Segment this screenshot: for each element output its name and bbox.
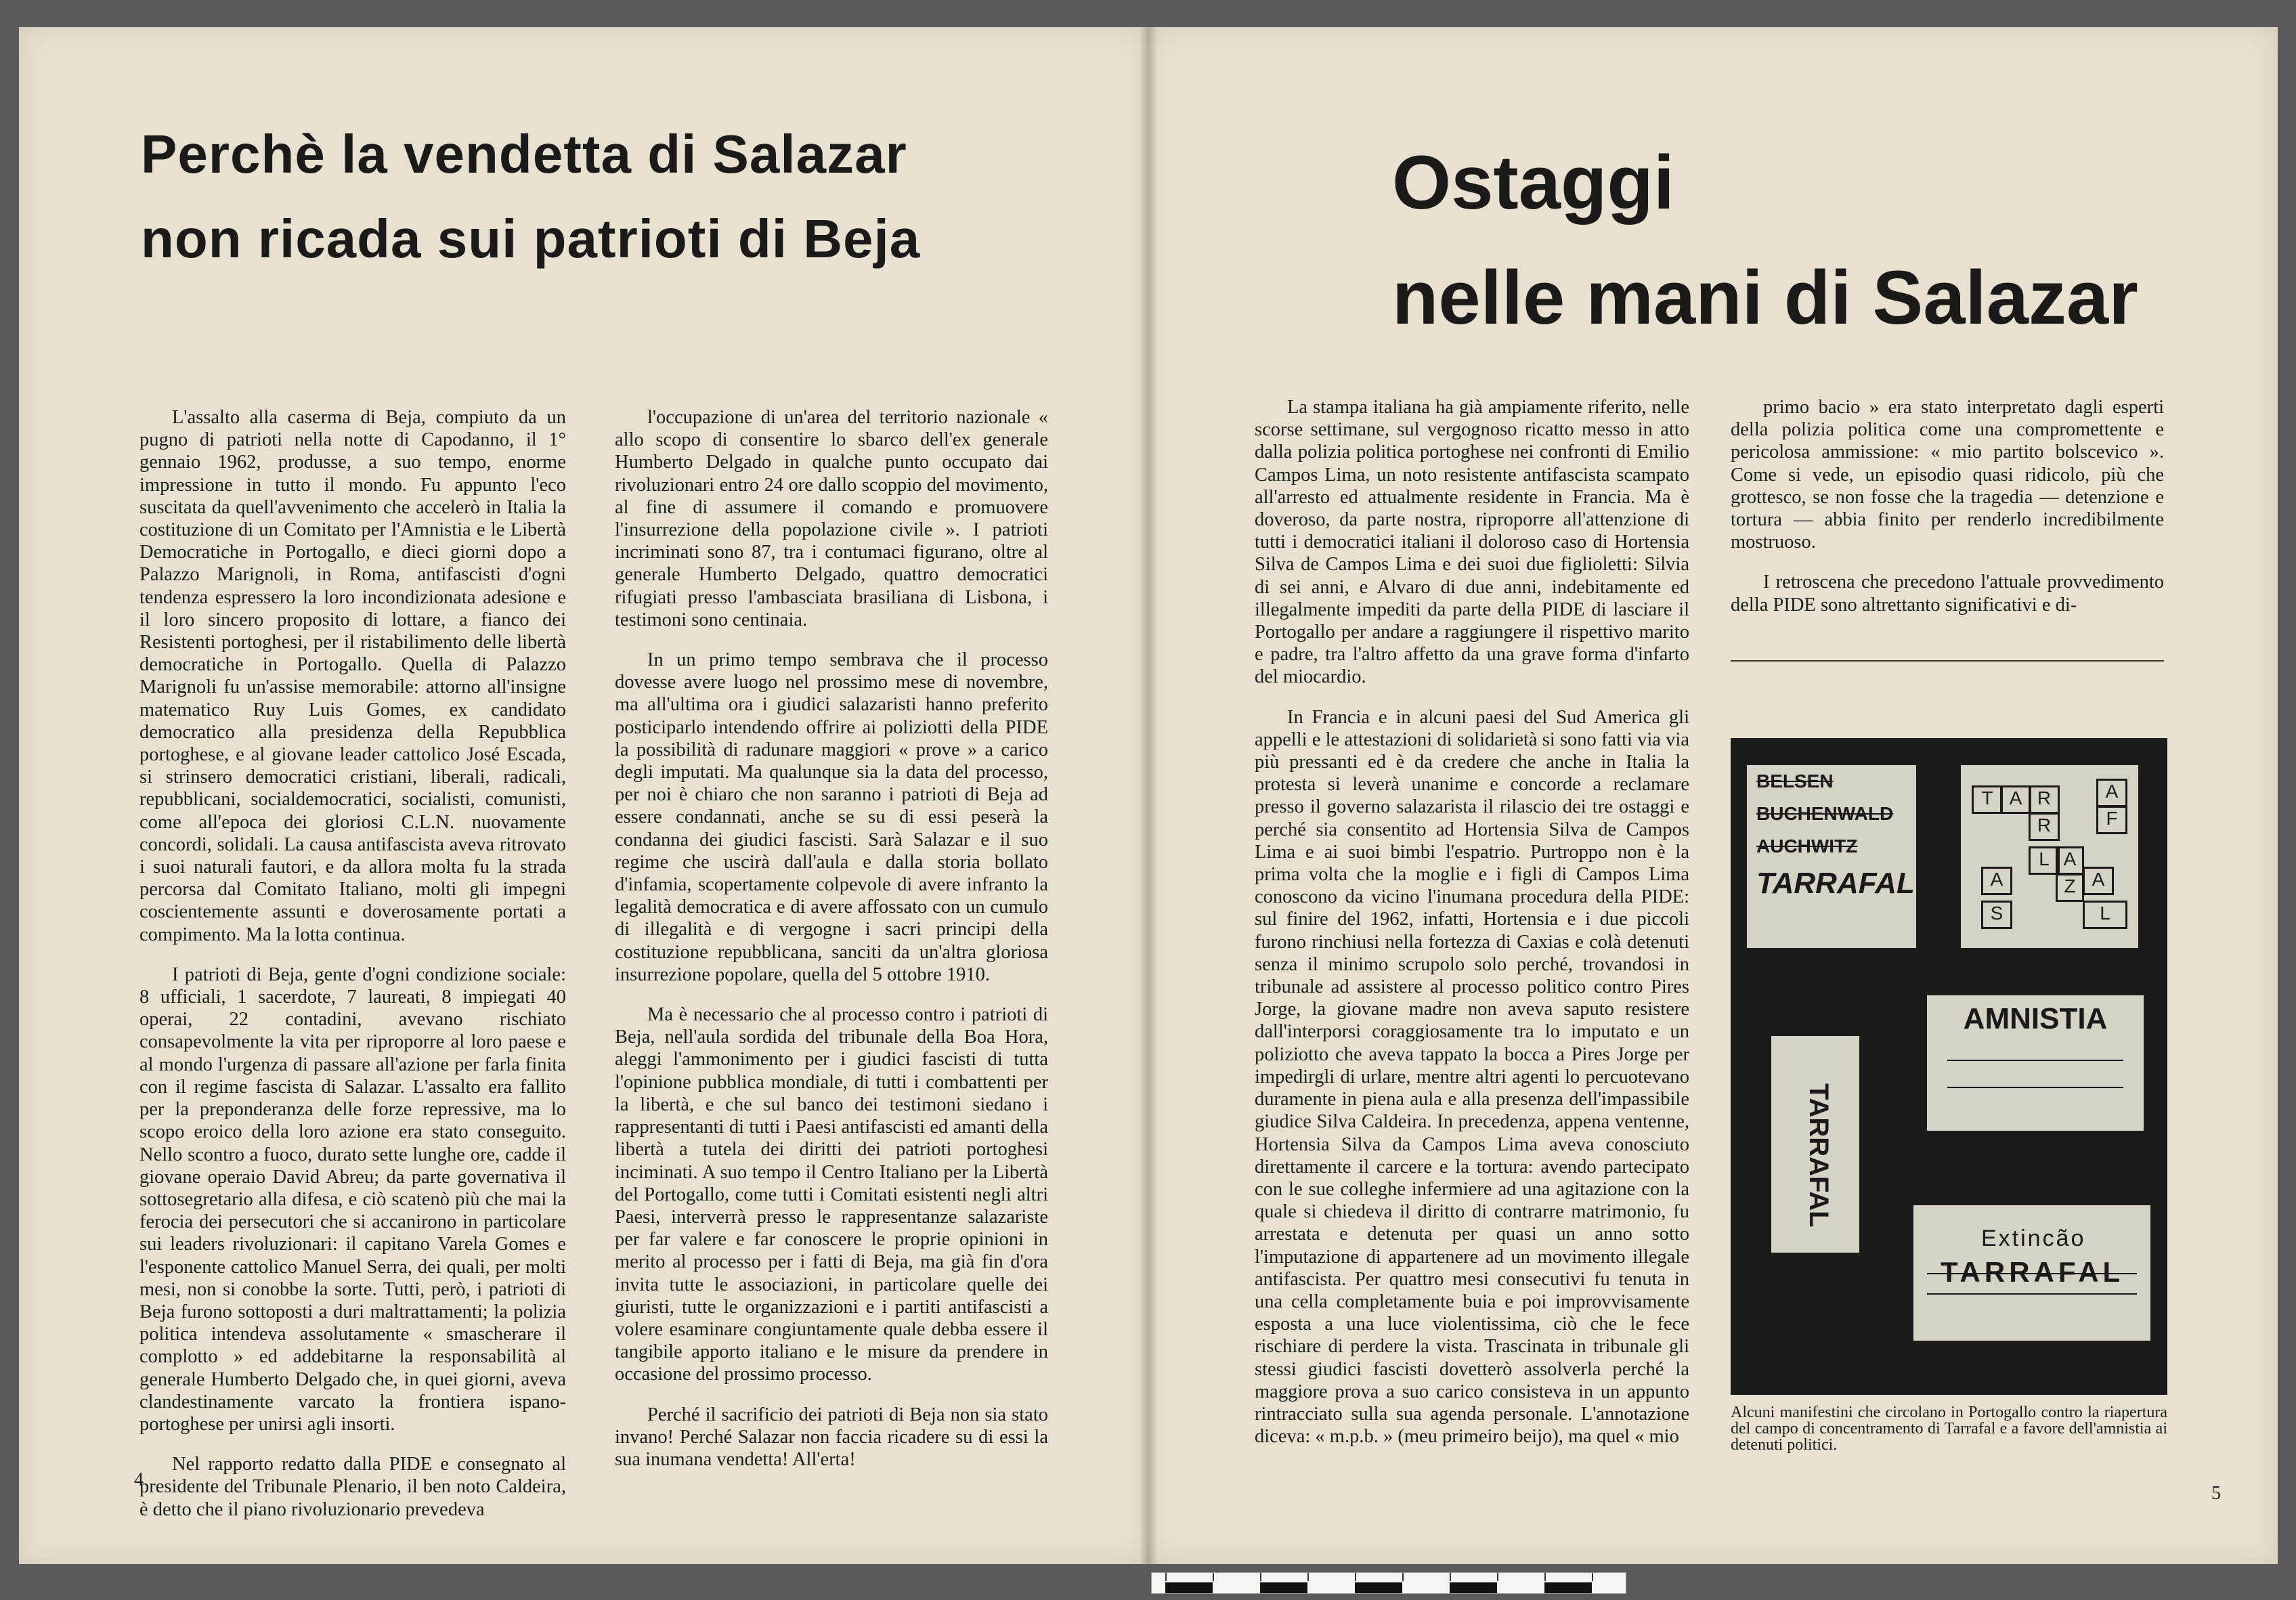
scale-ruler	[1151, 1572, 1626, 1594]
ruler-block	[1260, 1582, 1307, 1593]
leaflet-extincao-word: Extincão	[1981, 1226, 2086, 1251]
leaflet-amnistia	[1927, 995, 2144, 1131]
right-page	[1148, 27, 2278, 1564]
ruler-tick	[1355, 1573, 1356, 1581]
prison-bars-drawing	[1947, 1060, 2123, 1061]
ruler-tick	[1260, 1573, 1261, 1581]
maze-letter: F	[2096, 806, 2127, 834]
maze-letter: R	[2029, 785, 2060, 814]
photo-caption: Alcuni manifestini che circolano in Portogallo contro la riapertura del campo di concentramento di Tarrafal e a favore dell'amnistia ai detenuti politici.	[1731, 1404, 2167, 1454]
leaflet-tarrafal-camps	[1747, 765, 1916, 948]
paragraph: primo bacio » era stato interpretato dagli esperti della polizia politica come una compromettente e pericolosa ammissione: « mio partito bolscevico ». Come si vede, un episodio quasi ridicolo, più che grottesco, se non fosse che la tragedia — detenzione e tortura — abbia finito per renderlo incredibilmente mostruoso.	[1731, 397, 2164, 553]
paragraph: L'assalto alla caserma di Beja, compiuto da un pugno di patrioti nella notte di Capodanno, il 1° gennaio 1962, produsse, a suo tempo, enorme impressione in tutto il mondo. Fu appunto l'eco suscitata da quell'avvenimento che accelerò in Italia la costituzione di un Comitato per l'Amnistia e le Libertà Democratiche in Portogallo, e dieci giorni dopo a Palazzo Marignoli, in Roma, antifascisti d'ogni tendenza espressero la loro incondizionata adesione e il loro sincero proposito di lottare, a fianco dei Resistenti portoghesi, per il ristabilimento delle libertà democratiche in Portogallo. Quella di Palazzo Marignoli fu un'assise memorabile: attorno all'insigne matematico Ruy Luis Gomes, ex candidato democratico alla presidenza della Repubblica portoghese, e al giovane leader cattolico José Escada, si strinsero democratici cristiani, liberali, radicali, repubblicani, socialdemocratici, socialisti, comunisti, come all'epoca dei gloriosi C.L.N. nuovamente concordi, solidali. La causa antifascista aveva ritrovato i suoi naturali fautori, e da allora molta fu la strada percorsa dal Comitato Italiano, molti gli impegni coscientemente assunti e doverosamente portati a compimento. Ma la lotta continua.	[139, 407, 566, 945]
maze-letter: S	[1981, 901, 2012, 929]
maze-letter: L	[2083, 901, 2127, 929]
paragraph: In Francia e in alcuni paesi del Sud America gli appelli e le attestazioni di solidarietà si sono fatti via via più pressanti ed è da credere che anche in Italia la protesta si leverà unanime e concorde a reclamare presso il governo salazarista il rilascio dei tre ostaggi e perché sia consentito ad Hortensia Silva de Campos Lima e ai suoi bimbi l'espatrio. Purtroppo non è la prima volta che la moglie e i figli di Campos Lima conoscono da vicino l'inumana procedura della PIDE: sul finire del 1962, infatti, Hortensia e i due piccoli furono rinchiusi nella fortezza di Caxias e colà detenuti senza il minimo scrupolo solo perché, trovandosi in tribunale ad assistere al processo politico contro Pires Jorge, la giovane madre non aveva saputo resistere dall'interporsi coraggiosamente tra lo imputato e un poliziotto che aveva tappato la bocca a Pires Jorge per impedirgli di urlare, mentre altri agenti lo percuotevano duramente in piena aula e alla presenza dell'impassibile giudice Silva Caldeira. In precedenza, appena ventenne, Hortensia Silva da Campos Lima aveva conosciuto direttamente il carcere e la tortura: avendo partecipato con le sue colleghe infermiere ad una agitazione con la quale si chiedeva il diritto di contrarre matrimonio, fu arrestata e detenuta per quasi un anno sotto l'imputazione di appartenere ad un movimento illegale antifascista. Per quattro mesi consecutivi fu tenuta in una cella completamente buia e poi improvvisamente esposta a una luce violentissima, ciò che le fece rischiare di perdere la vista. Trascinata in tribunale gli stessi giudici fascisti dovetterò assolverla perché la maggiore prova a suo carico consisteva in un appunto rintracciato sulla sua agenda personale. L'annotazione diceva: « m.p.b. » (meu primeiro beijo), ma quel « mio	[1255, 706, 1689, 1448]
maze-letter: A	[2096, 779, 2127, 807]
ruler-block	[1544, 1582, 1592, 1593]
maze-letter: A	[2056, 846, 2084, 875]
left-title-line-2: non ricada sui patrioti di Beja	[141, 209, 921, 269]
right-title-line-2: nelle mani di Salazar	[1392, 255, 2138, 340]
book-gutter	[1140, 27, 1157, 1564]
paragraph: I retroscena che precedono l'attuale provvedimento della PIDE sono altrettanto significativi e di-	[1731, 571, 2164, 615]
paragraph: La stampa italiana ha già ampiamente riferito, nelle scorse settimane, sul vergognoso ricatto messo in atto dalla polizia politica portoghese nei confronti di Emilio Campos Lima, un noto resistente antifascista scampato all'arresto ed attualmente residente in Francia. Ma è doveroso, da parte nostra, riproporre all'attenzione di tutti i democratici italiani il doloroso caso di Hortensia Silva de Campos Lima e dei suoi due figlioletti: Silvia di sei anni, e Alvaro di due anni, indebitamente ed illegalmente impediti da parte della PIDE di lasciare il Portogallo per andare a raggiungere il rispettivo marito e padre, tra l'altro affetto da una grave forma d'infarto del miocardio.	[1255, 397, 1689, 688]
leaflet-struck-word: BUCHENWALD	[1756, 803, 1894, 824]
magazine-spread	[19, 27, 2278, 1564]
ruler-block	[1165, 1582, 1213, 1593]
ruler-tick	[1165, 1573, 1167, 1581]
maze-letter: L	[2029, 846, 2060, 875]
left-column-2	[615, 406, 1048, 1488]
maze-letter: T	[1972, 785, 2003, 814]
maze-letter: A	[2000, 785, 2031, 814]
leaflet-map-tarrafal	[1771, 1036, 1859, 1253]
right-article-title	[1392, 125, 2245, 355]
right-column-1	[1255, 396, 1689, 1465]
ruler-block	[1355, 1582, 1402, 1593]
paragraph: In un primo tempo sembrava che il processo dovesse avere luogo nel prossimo mese di novembre, ma all'ultima ora i giudici salazaristi hanno preferito posticiparlo intendendo offrire ai poliziotti della PIDE la possibilità di radunare maggiori « prove » a carico degli imputati. Ma qualunque sia la data del processo, per noi è chiaro che non saranno i patrioti di Beja ad essere condannati, anche se su di essi peserà la condanna dei giudici fascisti. Sarà Salazar e il suo regime che uscirà dall'aula e dalla storia bollato d'infamia, scopertamente colpevole di avere infranto la legalità democratica e di avere affossato con un cumulo di illegalità e di vergogne i sacri principi della costituzione repubblicana, sanciti da un'altra gloriosa insurrezione popolare, quella del 5 ottobre 1910.	[615, 649, 1048, 985]
left-column-1	[139, 406, 566, 1538]
ruler-tick	[1592, 1573, 1593, 1581]
left-title-line-1: Perchè la vendetta di Salazar	[141, 124, 907, 184]
maze-letter: Z	[2056, 873, 2084, 902]
leaflet-struck-word: BELSEN	[1756, 771, 1834, 792]
leaflet-amnistia-word: AMNISTIA	[1963, 1002, 2108, 1035]
leaflet-tarrafal-word: TARRAFAL	[1941, 1256, 2125, 1288]
paragraph: Perché il sacrificio dei patrioti di Beja non sia stato invano! Perché Salazar non faccia ricadere su di essi la sua inumana vendetta! All'erta!	[615, 1404, 1048, 1470]
paragraph: l'occupazione di un'area del territorio nazionale « allo scopo di consentire lo sbarco dell'ex generale Humberto Delgado in qualche punto occupato dai rivoluzionari entro 24 ore dallo scoppio del movimento, al fine di assumere il comando e promuovere l'insurrezione della popolazione civile ». I patrioti incriminati sono 87, tra i contumaci figurano, oltre al generale Humberto Delgado, quattro democratici rifugiati presso l'ambasciata brasiliana di Lisbona, i testimoni sono centinaia.	[615, 407, 1048, 630]
paragraph: Nel rapporto redatto dalla PIDE e consegnato al presidente del Tribunale Plenario, il ben noto Caldeira, è detto che il piano rivoluzionario prevedeva	[139, 1454, 566, 1520]
ruler-block	[1450, 1582, 1497, 1593]
paragraph: I patrioti di Beja, gente d'ogni condizione sociale: 8 ufficiali, 1 sacerdote, 7 laureati, 8 impiegati 40 operai, 22 contadini, avevano rischiato consapevolmente la vita per riproporre al loro paese e al mondo l'urgenza di passare all'azione per farla finita con il regime fascista di Salazar. L'assalto era fallito per la preponderanza delle forze repressive, ma lo scopo eroico della loro azione era stato conseguito. Nello scontro a fuoco, durato sette lunghe ore, cadde il giovane operaio David Abreu; da parte governativa il sottosegretario alla difesa, e ciò scatenò più che mai la ferocia dei persecutori che si accanirono in particolare sui leaders rivoluzionari: il capitano Varela Gomes e l'esponente cattolico Manuel Serra, dei quali, per molti mesi, non si conobbe la sorte. Tutti, però, i patrioti di Beja furono sottoposti a duri maltrattamenti; la polizia politica intendeva assolutamente « smascherare il complotto » ed addebitarne la responsabilità al generale Humberto Delgado che, in quei giorni, aveva clandestinamente varcato la frontiera ispano-portoghese per unirsi agli insorti.	[139, 964, 566, 1435]
ruler-tick	[1402, 1573, 1404, 1581]
leaflet-tarrafal-maze	[1961, 765, 2138, 948]
leaflet-struck-word: AUCHWITZ	[1756, 836, 1858, 857]
paragraph: Ma è necessario che al processo contro i patrioti di Beja, nell'aula sordida del tribunale della Boa Hora, aleggi l'ammonimento per i giudici fascisti di tutta l'opinione pubblica mondiale, di tutti i combattenti per la libertà, e che sul banco dei testimoni siedano i rappresentanti di tutti i Paesi antifascisti ed amanti della libertà a tutela dei diritti dei patrioti portoghesi inciminati. A suo tempo il Centro Italiano per la Libertà del Portogallo, come tutti i Comitati esistenti negli altri Paesi, interverrà presso le rappresentanze salazariste per far valere e far conoscere le proprie opinioni in merito al processo per i fatti di Beja, ma già fin d'ora invita tutte le associazioni, in particolare quelle dei giuristi, tutte le organizzazioni e i partiti antifascisti a volere esaminare congiuntamente quale debba essere il tangibile apporto italiano e le misure da prendere in occasione del prossimo processo.	[615, 1004, 1048, 1385]
barbed-wire-drawing	[1927, 1293, 2137, 1295]
leaflet-main-word: TARRAFAL	[1756, 867, 1915, 900]
maze-letter: A	[1981, 867, 2012, 895]
left-article-title	[141, 112, 1021, 281]
left-page	[19, 27, 1148, 1564]
page-number-left: 4	[134, 1469, 144, 1490]
maze-letter: A	[2083, 867, 2114, 895]
ruler-tick	[1307, 1573, 1309, 1581]
ruler-tick	[1450, 1573, 1451, 1581]
right-column-2	[1731, 396, 2164, 634]
ruler-tick	[1544, 1573, 1546, 1581]
ruler-tick	[1497, 1573, 1498, 1581]
ruler-tick	[1213, 1573, 1214, 1581]
page-number-right: 5	[2211, 1483, 2221, 1504]
leaflet-extincao	[1913, 1205, 2150, 1341]
maze-letter: R	[2029, 813, 2060, 841]
column-rule	[1731, 660, 2164, 662]
right-title-line-1: Ostaggi	[1392, 140, 1674, 225]
leaflets-photo	[1731, 738, 2167, 1395]
leaflet-map-word: TARRAFAL	[1804, 1083, 1834, 1228]
